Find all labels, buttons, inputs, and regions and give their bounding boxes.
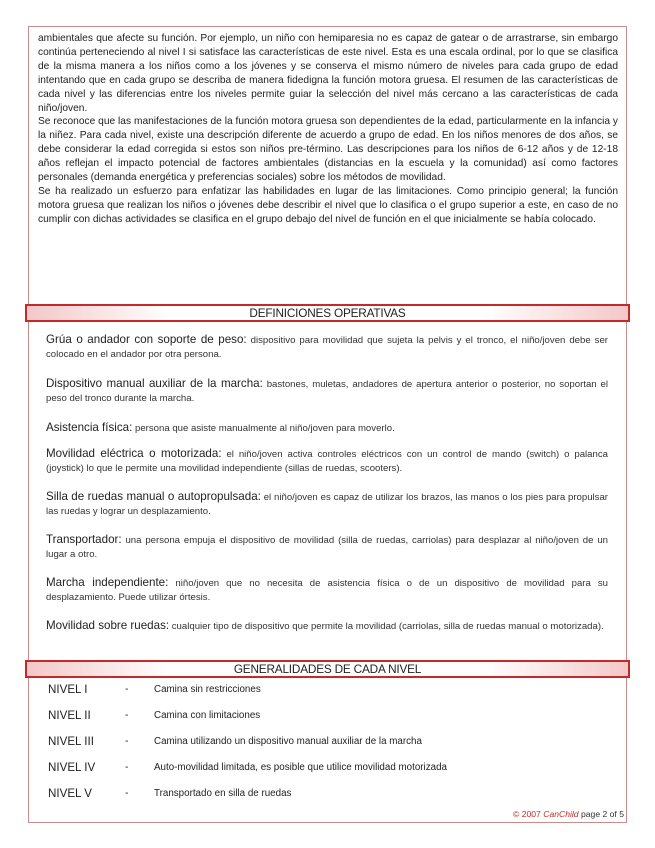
definition-text: bastones, muletas, andadores de apertura anterior o posterior, no soportan el peso del tronco durante la marcha. bbox=[46, 379, 608, 404]
definition-term: Transportador: bbox=[46, 533, 122, 546]
definition-item bbox=[46, 490, 608, 519]
definition-item bbox=[46, 576, 608, 605]
level-row bbox=[48, 760, 608, 776]
definition-term: Silla de ruedas manual o autopropulsada: bbox=[46, 490, 261, 503]
level-description: Camina utilizando un dispositivo manual auxiliar de la marcha bbox=[154, 736, 422, 747]
level-dash: - bbox=[125, 710, 129, 721]
definition-text: una persona empuja el dispositivo de movilidad (silla de ruedas, carriolas) para desplazar al niño/joven de un lugar a otro. bbox=[46, 535, 608, 560]
brand-name: CanChild bbox=[543, 809, 579, 819]
copyright-text: © 2007 bbox=[513, 809, 541, 819]
intro-text bbox=[38, 32, 618, 227]
definition-term: Asistencia física: bbox=[46, 421, 133, 434]
definition-item bbox=[46, 421, 608, 436]
definition-text: niño/joven que no necesita de asistencia física o de un dispositivo de movilidad para su desplazamiento. Puede utilizar órtesis. bbox=[46, 578, 609, 603]
definition-term: Movilidad eléctrica o motorizada: bbox=[46, 447, 222, 460]
level-name: NIVEL II bbox=[48, 709, 91, 722]
level-name: NIVEL IV bbox=[48, 761, 96, 774]
page-footer bbox=[420, 809, 624, 819]
intro-paragraph: Se reconoce que las manifestaciones de la función motora gruesa son dependientes de la edad, particularmente en la infancia y la niñez. Para cada nivel, existe una descripción diferente de acuerdo a grupo de edad. En los niños menores de dos años, se debe considerar la edad corregida si estos son niños pre-término. Las descripciones para los niños de 6-12 años y de 12-18 años reflejan el impacto potencial de factores ambientales (distancias en la escuela y la comunidad) así como factores personales (demanda energética y preferencias sociales) sobre los métodos de movilidad. bbox=[38, 116, 618, 184]
definitions-heading-label: DEFINICIONES OPERATIVAS bbox=[249, 306, 406, 320]
definition-text: persona que asiste manualmente al niño/joven para moverlo. bbox=[132, 423, 395, 434]
level-dash: - bbox=[125, 788, 129, 799]
level-description: Camina sin restricciones bbox=[154, 684, 261, 695]
levels-heading-label: GENERALIDADES DE CADA NIVEL bbox=[233, 662, 422, 676]
level-row bbox=[48, 786, 608, 802]
definition-text: cualquier tipo de dispositivo que permite la movilidad (carriolas, silla de ruedas manual o motorizada). bbox=[169, 621, 604, 632]
level-dash: - bbox=[125, 684, 129, 695]
level-name: NIVEL III bbox=[48, 735, 94, 748]
intro-paragraph: Se ha realizado un esfuerzo para enfatizar las habilidades en lugar de las limitaciones. Como principio general; la función motora gruesa que realizan los niños o jóvenes debe describir el nivel que lo clasifica o el grupo superior a este, en caso de no cumplir con dichas actividades se clasifica en el grupo debajo del nivel de función en el que inicialmente se había colocado. bbox=[38, 185, 618, 225]
level-row bbox=[48, 708, 608, 724]
definition-item bbox=[46, 619, 608, 634]
level-description: Camina con limitaciones bbox=[154, 710, 261, 721]
definition-term: Marcha independiente: bbox=[46, 576, 169, 589]
level-row bbox=[48, 682, 608, 698]
level-description: Transportado en silla de ruedas bbox=[154, 788, 292, 799]
definition-term: Dispositivo manual auxiliar de la marcha: bbox=[46, 377, 263, 390]
levels-heading bbox=[25, 660, 630, 678]
page-number: page 2 of 5 bbox=[580, 809, 624, 819]
definition-text: el niño/joven activa controles eléctricos con un control de mando (switch) o palanca (joystick) lo que le permite una movilidad independiente (sillas de ruedas, scooters). bbox=[46, 449, 608, 474]
definition-item bbox=[46, 447, 608, 476]
level-name: NIVEL V bbox=[48, 787, 93, 800]
definition-item bbox=[46, 533, 608, 562]
definition-item bbox=[46, 333, 608, 362]
intro-paragraph: ambientales que afecte su función. Por ejemplo, un niño con hemiparesia no es capaz de gatear o de arrastrarse, sin embargo continúa perteneciendo al nivel I si satisface las características de este nivel. Esta es una escala ordinal, por lo que se clasifica de la misma manera a los niños como a los jóvenes y se conserva el mismo número de niveles para cada grupo de edad intentando que en cada grupo se describa de manera fidedigna la función motora gruesa. El resumen de las características de cada nivel y las diferencias entre los niveles permite guiar la selección del nivel más cercano a las características de cada niño/joven. bbox=[38, 33, 618, 114]
definition-item bbox=[46, 377, 608, 406]
level-name: NIVEL I bbox=[48, 683, 88, 696]
definitions-heading bbox=[25, 304, 630, 322]
definition-text: dispositivo para movilidad que sujeta la pelvis y el tronco, el niño/joven debe ser colocado en el andador por otra persona. bbox=[46, 335, 608, 360]
definition-term: Movilidad sobre ruedas: bbox=[46, 619, 170, 632]
level-dash: - bbox=[125, 736, 129, 747]
level-row bbox=[48, 734, 608, 750]
definition-text: el niño/joven es capaz de utilizar los brazos, las manos o los pies para propulsar las ruedas y lograr un desplazamiento. bbox=[46, 492, 608, 517]
level-dash: - bbox=[125, 762, 129, 773]
level-description: Auto-movilidad limitada, es posible que utilice movilidad motorizada bbox=[154, 762, 447, 773]
definition-term: Grúa o andador con soporte de peso: bbox=[46, 333, 247, 346]
